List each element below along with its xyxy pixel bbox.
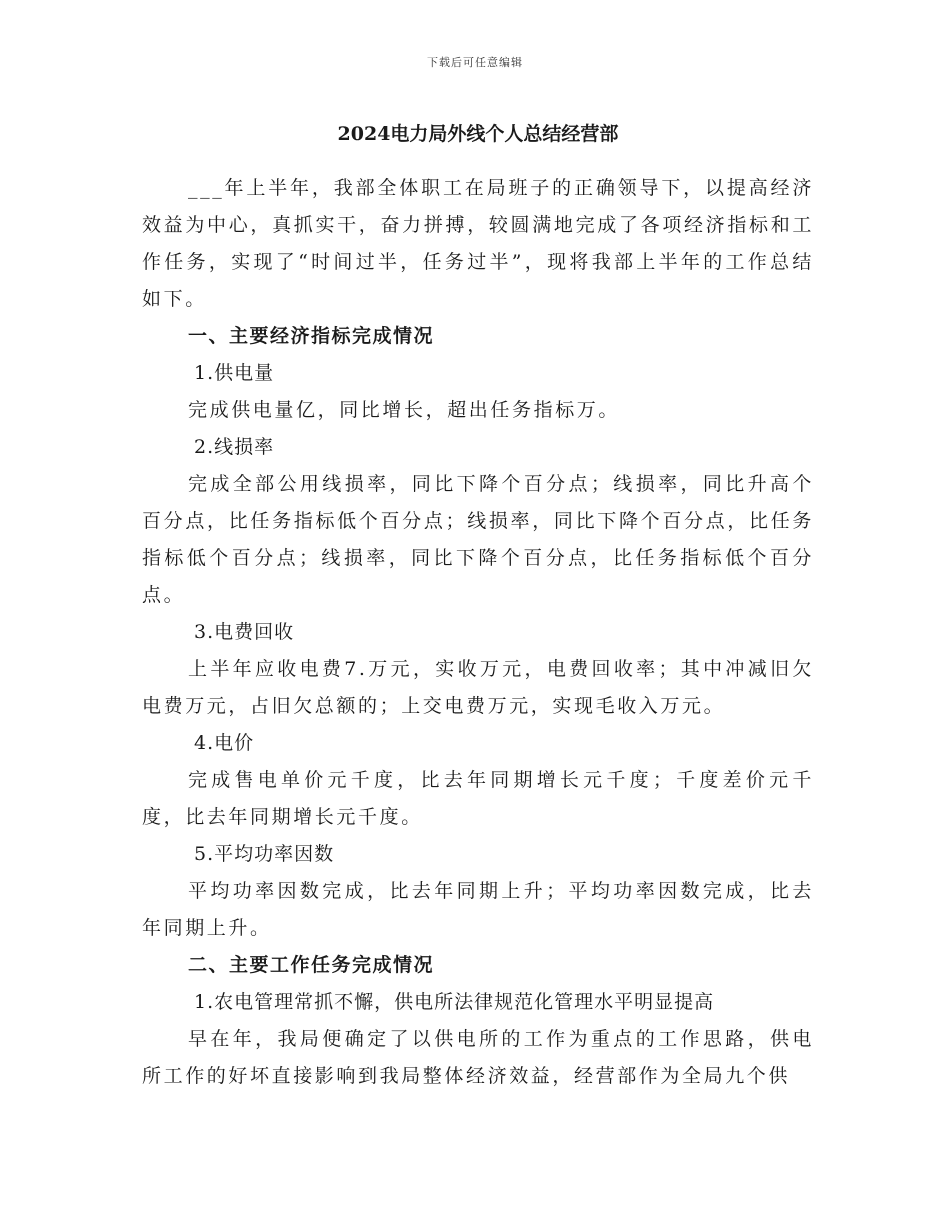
item-5-text: 平均功率因数完成，比去年同期上升；平均功率因数完成，比去年同期上升。	[142, 880, 814, 939]
item-4-label: 4.电价	[194, 732, 255, 754]
section-1-heading: 一、主要经济指标完成情况	[188, 325, 435, 347]
item-3-label: 3.电费回收	[194, 621, 295, 643]
item-2-text: 完成全部公用线损率，同比下降个百分点；线损率，同比升高个百分点，比任务指标低个百分点；线损率，同比下降个百分点，比任务指标低个百分点；线损率，同比下降个百分点，比任务指标低个百分点。	[142, 473, 814, 606]
intro-paragraph: ___年上半年，我部全体职工在局班子的正确领导下，以提高经济效益为中心，真抓实干，奋力拼搏，较圆满地完成了各项经济指标和工作任务，实现了“时间过半，任务过半”，现将我部上半年的工作总结如下。	[142, 177, 814, 310]
item-1-text: 完成供电量亿，同比增长，超出任务指标万。	[188, 399, 621, 421]
item-2-label: 2.线损率	[194, 436, 275, 458]
document-body	[142, 120, 814, 1095]
section-2-item-1-text: 早在年，我局便确定了以供电所的工作为重点的工作思路，供电所工作的好坏直接影响到我局整体经济效益，经营部作为全局九个供	[142, 1028, 814, 1087]
item-4-text: 完成售电单价元千度，比去年同期增长元千度；千度差价元千度，比去年同期增长元千度。	[142, 769, 814, 828]
item-3-text: 上半年应收电费7.万元，实收万元，电费回收率；其中冲减旧欠电费万元，占旧欠总额的；上交电费万元，实现毛收入万元。	[142, 658, 814, 717]
section-2-item-1-label: 1.农电管理常抓不懈，供电所法律规范化管理水平明显提高	[194, 991, 715, 1013]
download-note: 下载后可任意编辑	[427, 56, 523, 69]
item-1-label: 1.供电量	[194, 362, 275, 384]
item-5-label: 5.平均功率因数	[194, 843, 335, 865]
document-title: 2024电力局外线个人总结经营部	[337, 123, 619, 145]
section-2-heading: 二、主要工作任务完成情况	[188, 954, 435, 976]
